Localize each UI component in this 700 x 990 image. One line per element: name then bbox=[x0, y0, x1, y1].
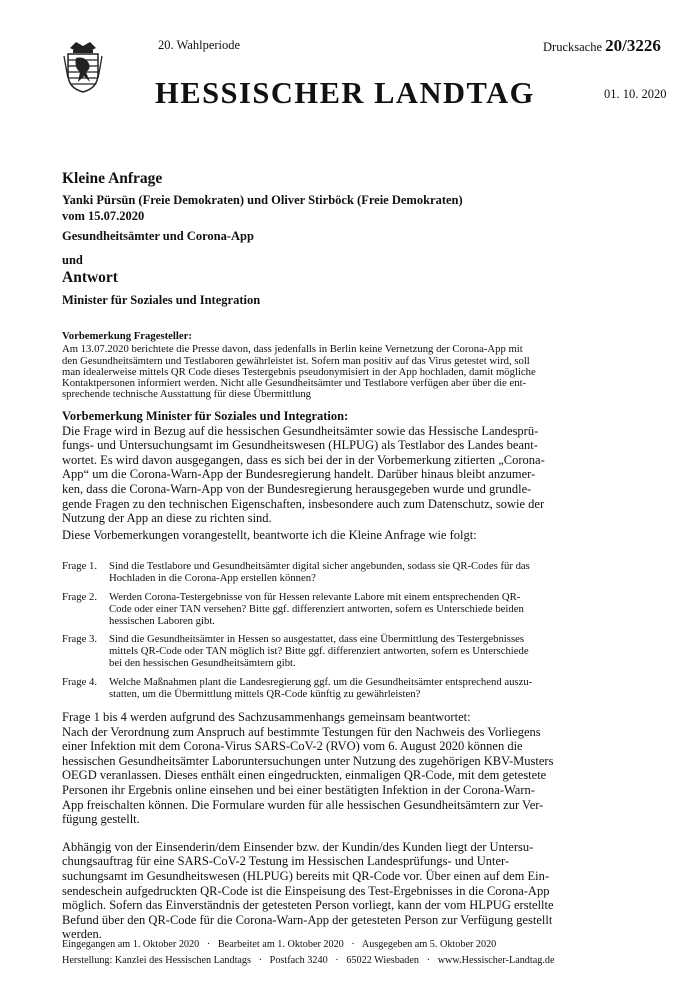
frage-line: Sind die Testlabore und Gesundheitsämter digital sicher angebunden, sodass sie QR-Codes für das bbox=[109, 560, 530, 572]
frage-line: Hochladen in die Corona-App erstellen können? bbox=[109, 571, 316, 584]
frage-line: Sind die Gesundheitsämter in Hessen so ausgestattet, dass eine Übermittlung des Testergebnisses bbox=[109, 633, 525, 645]
frage-line: Welche Maßnahmen plant die Landesregierung ggf. um die Gesundheitsämter entsprechend auszu- bbox=[109, 676, 533, 688]
frage-1 bbox=[62, 561, 647, 585]
antwort-intro: Frage 1 bis 4 werden aufgrund des Sachzusammenhangs gemeinsam beantwortet: bbox=[62, 710, 471, 724]
text-line: suchungsamt im Gesundheitswesen (HLPUG) bereits mit QR-Code vor. Über einen auf dem Ein- bbox=[62, 868, 550, 883]
minister: Minister für Soziales und Integration bbox=[62, 293, 261, 307]
text-line: gende Fragen zu den technischen Eigenschaften, insbesondere auch zum Datenschutz, sowie der bbox=[62, 496, 545, 511]
frage-3 bbox=[62, 634, 647, 669]
footer-dates: Eingegangen am 1. Oktober 2020 · Bearbeitet am 1. Oktober 2020 · Ausgegeben am 5. Oktober 2020 bbox=[62, 939, 497, 950]
antwort-body bbox=[62, 710, 634, 942]
document-date: 01. 10. 2020 bbox=[604, 87, 667, 101]
kleine-anfrage-heading: Kleine Anfrage bbox=[62, 170, 163, 187]
frage-label: Frage 2. bbox=[62, 591, 98, 603]
antwort-paragraph-2 bbox=[62, 840, 634, 942]
antwort-heading: Antwort bbox=[62, 269, 118, 286]
drucksache-label: Drucksache bbox=[543, 40, 602, 54]
text-line: sprechende technische Ausstattung für diese Übermittlung bbox=[62, 388, 312, 401]
vorbemerkung-fragesteller-heading: Vorbemerkung Fragesteller: bbox=[62, 330, 192, 342]
vorbemerkung-minister-heading: Vorbemerkung Minister für Soziales und Integration: bbox=[62, 409, 349, 423]
text-line: chungsauftrag für eine SARS-CoV-2 Testung im Hessischen Landesprüfungs- und Unter- bbox=[62, 854, 510, 869]
frage-line: hessischen Laboren gibt. bbox=[109, 614, 215, 627]
frage-4 bbox=[62, 677, 647, 701]
vorbemerkung-minister bbox=[62, 409, 634, 526]
text-line: man idealerweise mittels QR Code dieses Testergebnis pseudonymisiert in der App hochladen, damit mögliche bbox=[62, 365, 536, 378]
text-line: Befund über den QR-Code für die Corona-Warn-App der getesteten Person zur Verfügung gestellt bbox=[62, 912, 553, 927]
text-line: einer Infektion mit dem Corona-Virus SARS-CoV-2 (RVO) vom 6. August 2020 können die bbox=[62, 739, 523, 754]
text-line: OEGD veranlassen. Dieses enthält einen eingedruckten, einmaligen QR-Code, mit dem getestete bbox=[62, 768, 547, 783]
text-line: werden. bbox=[62, 927, 102, 942]
text-line: den Gesundheitsämtern und Testlaboren gewährleistet ist. Sofern man positiv auf das Virus getestet wird, soll bbox=[62, 354, 530, 367]
drucksache-number: 20/3226 bbox=[605, 36, 661, 55]
frage-line: mittels QR-Code oder TAN möglich ist? Bitte ggf. differenziert antworten, sofern es Unterschiede bbox=[109, 644, 529, 657]
text-line: hessischen Gesundheitsämter Laboruntersuchungen unter Nutzung des zugehörigen KBV-Musters bbox=[62, 753, 554, 768]
text-line: wortet. Es wird davon ausgegangen, dass es sich bei der in der Vorbemerkung zitierten „Corona- bbox=[62, 452, 545, 467]
title-block bbox=[62, 170, 652, 308]
vorbemerkung-fragesteller bbox=[62, 331, 642, 401]
frage-line: statten, um die Übermittlung mittels QR-Code künftig zu gewährleisten? bbox=[109, 687, 421, 700]
frage-line: bei den hessischen Gesundheitsämtern gibt. bbox=[109, 656, 296, 669]
footer-imprint: Herstellung: Kanzlei des Hessischen Landtags · Postfach 3240 · 65022 Wiesbaden · www.Hessischer-Landtag.de bbox=[62, 955, 555, 966]
frage-label: Frage 1. bbox=[62, 560, 98, 572]
text-line: fügung gestellt. bbox=[62, 812, 140, 827]
drucksache bbox=[543, 36, 661, 56]
landtag-title: HESSISCHER LANDTAG bbox=[155, 76, 535, 110]
text-line: möglich. Sofern das Einverständnis der getesteten Person vorliegt, kann der vom HLPUG erstellte bbox=[62, 898, 554, 913]
hessen-coat-of-arms-icon bbox=[62, 38, 104, 94]
frage-2 bbox=[62, 592, 647, 627]
footer bbox=[62, 937, 642, 969]
text-line: fungs- und Untersuchungsamt im Gesundheitswesen (HLPUG) als Testlabor des Landes beant- bbox=[62, 438, 538, 453]
frage-line: Code oder einer TAN versehen? Bitte ggf. differenziert antworten, sofern es Unterschiede beiden bbox=[109, 602, 524, 615]
thema: Gesundheitsämter und Corona-App bbox=[62, 229, 254, 243]
frage-line: Werden Corona-Testergebnisse von für Hessen relevante Labore mit einem entsprechenden QR- bbox=[109, 591, 521, 603]
text-line: App freischalten können. Die Formulare wurden für alle hessischen Gesundheitsämtern zur Ver- bbox=[62, 797, 544, 812]
antwort-paragraph-1 bbox=[62, 725, 634, 827]
text-line: sendeschein aufgedruckten QR-Code ist die Einspeisung des Test-Ergebnisses in die Corona-App bbox=[62, 883, 550, 898]
text-line: Kontaktpersonen informiert werden. Nicht alle Gesundheitsämter und Testlabore verfügen aber über die ent- bbox=[62, 377, 527, 390]
text-line: Die Frage wird in Bezug auf die hessischen Gesundheitsämter sowie das Hessische Landesprü- bbox=[62, 423, 539, 438]
text-line: Personen ihr Ergebnis online einsehen und bei einer bestätigten Infektion in der Corona-Warn- bbox=[62, 782, 535, 797]
text-line: Nutzung der App an diese zu richten sind. bbox=[62, 511, 272, 526]
text-line: Am 13.07.2020 berichtete die Presse davon, dass jedenfalls in Berlin keine Vernetzung der Corona-App mit bbox=[62, 343, 523, 356]
anfrage-datum: vom 15.07.2020 bbox=[62, 209, 145, 223]
text-line: Nach der Verordnung zum Anspruch auf bestimmte Testungen für den Nachweis des Vorliegens bbox=[62, 724, 541, 739]
und-label: und bbox=[62, 253, 83, 267]
autoren: Yanki Pürsün (Freie Demokraten) und Oliver Stirböck (Freie Demokraten) bbox=[62, 193, 463, 207]
frage-label: Frage 4. bbox=[62, 676, 98, 688]
text-line: Abhängig von der Einsenderin/dem Einsender bzw. der Kundin/des Kunden liegt der Untersu- bbox=[62, 839, 534, 854]
frage-label: Frage 3. bbox=[62, 633, 98, 645]
text-line: ken, dass die Corona-Warn-App von der Bundesregierung herausgegeben wurde und grundle- bbox=[62, 481, 532, 496]
uebergang-text: Diese Vorbemerkungen vorangestellt, beantworte ich die Kleine Anfrage wie folgt: bbox=[62, 528, 477, 542]
wahlperiode: 20. Wahlperiode bbox=[158, 38, 241, 52]
text-line: App“ um die Corona-Warn-App der Bundesregierung handelt. Darüber hinaus bleibt anzumer- bbox=[62, 467, 536, 482]
